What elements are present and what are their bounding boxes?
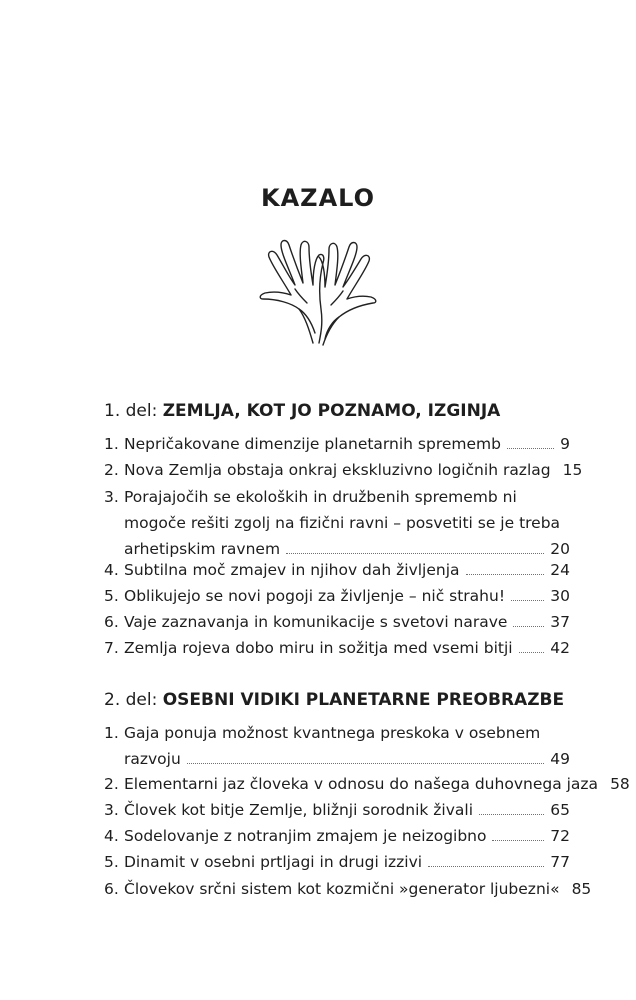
page-number: 9 (560, 435, 570, 453)
leader-dots (466, 573, 545, 575)
entry-number: 1. (104, 435, 119, 453)
entry-number: 6. (104, 613, 119, 631)
page-number: 77 (550, 853, 570, 871)
toc-entry[interactable] (104, 797, 570, 823)
entry-number: 7. (104, 639, 119, 657)
page-number: 30 (550, 587, 570, 605)
page-number: 24 (550, 561, 570, 579)
toc-entry[interactable] (104, 457, 583, 483)
toc-entry[interactable] (104, 609, 570, 635)
leader-dots (492, 839, 544, 841)
page-number: 49 (550, 750, 570, 768)
entry-number: 6. (104, 880, 119, 898)
leader-dots (187, 762, 544, 764)
toc-entry[interactable] (104, 583, 570, 609)
leader-dots (513, 625, 544, 627)
part-1-name: ZEMLJA, KOT JO POZNAMO, IZGINJA (162, 401, 501, 421)
entry-number: 2. (104, 775, 119, 793)
toc-entry[interactable] (104, 849, 570, 875)
entry-title: Dinamit v osebni prtljagi in drugi izzivi (124, 853, 423, 871)
part-1-label: 1. del: (104, 401, 163, 421)
leader-dots (479, 813, 544, 815)
entry-number: 4. (104, 827, 119, 845)
entry-title-continued: mogoče rešiti zgolj na fizični ravni – posvetiti se je treba (124, 514, 561, 532)
part-2-name: OSEBNI VIDIKI PLANETARNE PREOBRAZBE (162, 690, 565, 710)
entry-title: Nepričakovane dimenzije planetarnih sprememb (124, 435, 501, 453)
leader-dots (286, 552, 544, 554)
toc-entry[interactable] (104, 484, 570, 562)
entry-title: Oblikujejo se novi pogoji za življenje – nič strahu! (124, 587, 506, 605)
open-hands-illustration (255, 233, 381, 353)
leader-dots (428, 865, 544, 867)
entry-title: Elementarni jaz človeka v odnosu do našega duhovnega jaza (124, 775, 599, 793)
page-title: KAZALO (261, 184, 375, 212)
part-2-heading (104, 690, 564, 710)
leader-dots (507, 447, 554, 449)
entry-title: Človek kot bitje Zemlje, bližnji sorodnik živali (124, 801, 474, 819)
page-number: 65 (550, 801, 570, 819)
page-number: 58 (610, 775, 630, 793)
page-number: 85 (571, 880, 592, 898)
page-number: 15 (562, 461, 583, 479)
toc-entry[interactable] (104, 876, 592, 902)
toc-entry[interactable] (104, 720, 570, 772)
entry-number: 5. (104, 587, 119, 605)
entry-number: 3. (104, 801, 119, 819)
entry-number: 4. (104, 561, 119, 579)
entry-title: Sodelovanje z notranjim zmajem je neizogibno (124, 827, 487, 845)
entry-title: Gaja ponuja možnost kvantnega preskoka v osebnem (124, 724, 541, 742)
entry-title: Subtilna moč zmajev in njihov dah življenja (124, 561, 460, 579)
part-1-heading (104, 401, 500, 421)
entry-title: Zemlja rojeva dobo miru in sožitja med vsemi bitji (124, 639, 513, 657)
toc-entry[interactable] (104, 635, 570, 661)
toc-entry[interactable] (104, 771, 630, 797)
page-number: 72 (550, 827, 570, 845)
entry-title-continued: arhetipskim ravnem (124, 540, 281, 558)
leader-dots (519, 651, 545, 653)
entry-title: Nova Zemlja obstaja onkraj ekskluzivno logičnih razlag (124, 461, 551, 479)
page-number: 37 (550, 613, 570, 631)
entry-number: 3. (104, 488, 119, 506)
entry-title-continued: razvoju (124, 750, 181, 768)
page-number: 42 (550, 639, 570, 657)
leader-dots (511, 599, 544, 601)
entry-number: 2. (104, 461, 119, 479)
toc-entry[interactable] (104, 431, 570, 457)
entry-number: 1. (104, 724, 119, 742)
entry-title: Porajajočih se ekoloških in družbenih sprememb ni (124, 488, 517, 506)
toc-entry[interactable] (104, 557, 570, 583)
entry-title: Človekov srčni sistem kot kozmični »generator ljubezni« (124, 880, 560, 898)
entry-title: Vaje zaznavanja in komunikacije s svetovi narave (124, 613, 508, 631)
toc-entry[interactable] (104, 823, 570, 849)
part-2-label: 2. del: (104, 690, 163, 710)
page-number: 20 (550, 540, 570, 558)
entry-number: 5. (104, 853, 119, 871)
